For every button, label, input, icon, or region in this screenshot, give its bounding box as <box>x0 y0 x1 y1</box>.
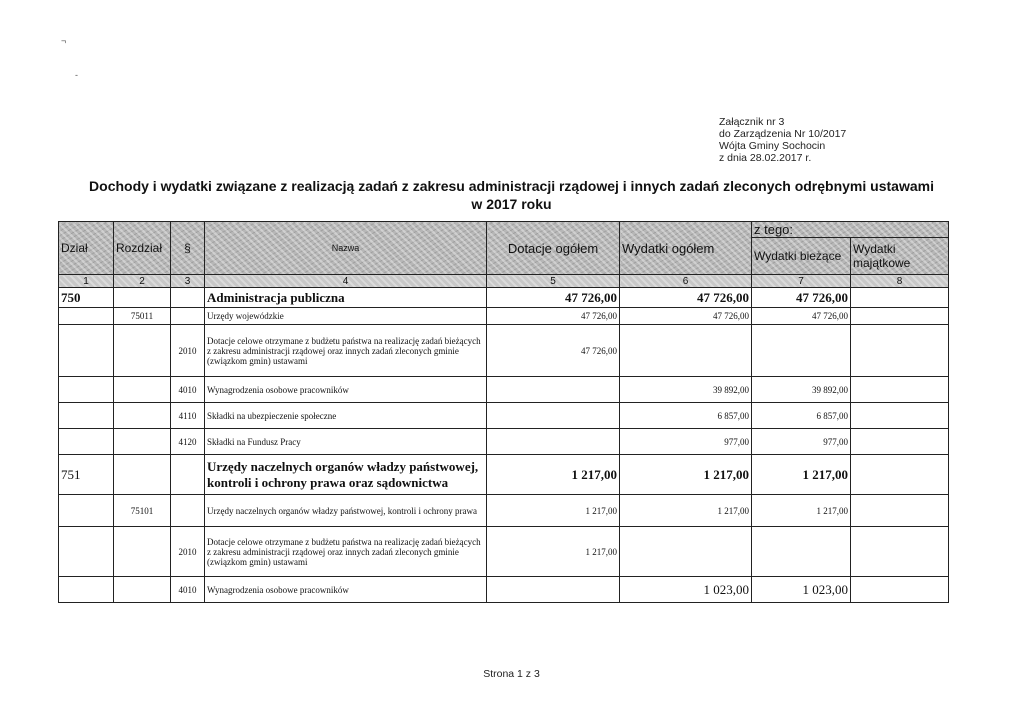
cell-wydatki: 6 857,00 <box>620 403 752 429</box>
cell-biezace <box>752 325 851 377</box>
cell-rozdzial <box>114 577 171 603</box>
table-row <box>59 377 949 403</box>
attachment-line: do Zarządzenia Nr 10/2017 <box>719 128 847 140</box>
cell-biezace: 1 217,00 <box>752 495 851 527</box>
cell-dotacje: 1 217,00 <box>487 495 620 527</box>
cell-paragraf <box>171 455 205 495</box>
cell-majatkowe <box>851 403 949 429</box>
cell-dotacje: 47 726,00 <box>487 288 620 308</box>
cell-majatkowe <box>851 495 949 527</box>
cell-biezace <box>752 527 851 577</box>
cell-dzial <box>59 377 114 403</box>
attachment-line: z dnia 28.02.2017 r. <box>719 152 812 164</box>
cell-dzial <box>59 495 114 527</box>
page-footer: Strona 1 z 3 <box>483 668 540 680</box>
header-dotacje: Dotacje ogółem <box>487 222 620 275</box>
header-z-tego: z tego: <box>752 222 949 238</box>
header-majatkowe: Wydatki majątkowe <box>851 238 949 275</box>
cell-dzial <box>59 527 114 577</box>
table-row <box>59 495 949 527</box>
header-nazwa: Nazwa <box>205 222 487 275</box>
column-number: 5 <box>487 275 620 288</box>
header-biezace: Wydatki bieżące <box>752 238 851 275</box>
cell-biezace: 47 726,00 <box>752 288 851 308</box>
cell-majatkowe <box>851 377 949 403</box>
scan-mark: ¬ <box>61 36 67 46</box>
cell-nazwa: Administracja publiczna <box>205 288 487 308</box>
cell-wydatki <box>620 325 752 377</box>
cell-wydatki <box>620 527 752 577</box>
cell-majatkowe <box>851 429 949 455</box>
document-title <box>60 177 963 213</box>
cell-dotacje: 1 217,00 <box>487 455 620 495</box>
cell-biezace: 977,00 <box>752 429 851 455</box>
cell-biezace: 1 023,00 <box>752 577 851 603</box>
cell-rozdzial <box>114 527 171 577</box>
cell-paragraf <box>171 308 205 325</box>
table-row <box>59 527 949 577</box>
attachment-note <box>719 116 846 164</box>
cell-majatkowe <box>851 325 949 377</box>
cell-wydatki: 1 217,00 <box>620 455 752 495</box>
cell-paragraf: 4010 <box>171 577 205 603</box>
cell-dotacje <box>487 429 620 455</box>
attachment-line: Załącznik nr 3 <box>719 116 785 128</box>
cell-nazwa: Składki na ubezpieczenie społeczne <box>205 403 487 429</box>
cell-dotacje <box>487 377 620 403</box>
cell-wydatki: 47 726,00 <box>620 308 752 325</box>
cell-wydatki: 39 892,00 <box>620 377 752 403</box>
cell-nazwa: Składki na Fundusz Pracy <box>205 429 487 455</box>
cell-paragraf: 4110 <box>171 403 205 429</box>
cell-dzial <box>59 577 114 603</box>
cell-dzial <box>59 403 114 429</box>
scan-mark: - <box>75 70 78 80</box>
cell-majatkowe <box>851 308 949 325</box>
cell-rozdzial: 75011 <box>114 308 171 325</box>
cell-dotacje <box>487 577 620 603</box>
cell-rozdzial <box>114 377 171 403</box>
cell-rozdzial <box>114 429 171 455</box>
cell-paragraf: 4010 <box>171 377 205 403</box>
cell-nazwa: Urzędy naczelnych organów władzy państwowej, kontroli i ochrony prawa oraz sądownictwa <box>205 455 487 495</box>
cell-nazwa: Wynagrodzenia osobowe pracowników <box>205 377 487 403</box>
header-rozdzial: Rozdział <box>114 222 171 275</box>
cell-wydatki: 1 023,00 <box>620 577 752 603</box>
cell-majatkowe <box>851 527 949 577</box>
cell-dotacje: 47 726,00 <box>487 325 620 377</box>
title-line: w 2017 roku <box>471 196 552 212</box>
cell-rozdzial <box>114 325 171 377</box>
cell-biezace: 6 857,00 <box>752 403 851 429</box>
cell-dzial: 750 <box>59 288 114 308</box>
cell-paragraf: 4120 <box>171 429 205 455</box>
cell-nazwa: Dotacje celowe otrzymane z budżetu państwa na realizację zadań bieżących z zakresu administracji rządowej oraz innych zadań zleconych gminie (związkom gmin) ustawami <box>205 527 487 577</box>
cell-wydatki: 1 217,00 <box>620 495 752 527</box>
table-row <box>59 325 949 377</box>
title-line: Dochody i wydatki związane z realizacją zadań z zakresu administracji rządowej i innych zadań zleconych odrębnymi ustawami <box>89 178 934 194</box>
cell-wydatki: 977,00 <box>620 429 752 455</box>
header-paragraf: § <box>171 222 205 275</box>
table-row <box>59 403 949 429</box>
cell-dzial: 751 <box>59 455 114 495</box>
cell-wydatki: 47 726,00 <box>620 288 752 308</box>
cell-rozdzial <box>114 403 171 429</box>
header-wydatki: Wydatki ogółem <box>620 222 752 275</box>
cell-rozdzial: 75101 <box>114 495 171 527</box>
column-number: 2 <box>114 275 171 288</box>
cell-dotacje: 1 217,00 <box>487 527 620 577</box>
column-number: 4 <box>205 275 487 288</box>
cell-majatkowe <box>851 455 949 495</box>
table-row <box>59 455 949 495</box>
cell-paragraf <box>171 288 205 308</box>
cell-dzial <box>59 308 114 325</box>
cell-majatkowe <box>851 288 949 308</box>
budget-table <box>58 221 949 603</box>
cell-dzial <box>59 429 114 455</box>
table-row <box>59 308 949 325</box>
attachment-line: Wójta Gminy Sochocin <box>719 140 826 152</box>
cell-nazwa: Wynagrodzenia osobowe pracowników <box>205 577 487 603</box>
cell-paragraf: 2010 <box>171 527 205 577</box>
column-number: 8 <box>851 275 949 288</box>
header-dzial: Dział <box>59 222 114 275</box>
cell-majatkowe <box>851 577 949 603</box>
table-row <box>59 577 949 603</box>
table-row <box>59 288 949 308</box>
cell-rozdzial <box>114 455 171 495</box>
cell-paragraf <box>171 495 205 527</box>
table-row <box>59 429 949 455</box>
cell-paragraf: 2010 <box>171 325 205 377</box>
column-number: 3 <box>171 275 205 288</box>
cell-nazwa: Urzędy wojewódzkie <box>205 308 487 325</box>
column-number: 6 <box>620 275 752 288</box>
cell-dzial <box>59 325 114 377</box>
column-number: 1 <box>59 275 114 288</box>
cell-nazwa: Urzędy naczelnych organów władzy państwowej, kontroli i ochrony prawa <box>205 495 487 527</box>
cell-nazwa: Dotacje celowe otrzymane z budżetu państwa na realizację zadań bieżących z zakresu administracji rządowej oraz innych zadań zleconych gminie (związkom gmin) ustawami <box>205 325 487 377</box>
column-number: 7 <box>752 275 851 288</box>
cell-biezace: 47 726,00 <box>752 308 851 325</box>
cell-rozdzial <box>114 288 171 308</box>
cell-dotacje: 47 726,00 <box>487 308 620 325</box>
cell-dotacje <box>487 403 620 429</box>
cell-biezace: 1 217,00 <box>752 455 851 495</box>
cell-biezace: 39 892,00 <box>752 377 851 403</box>
